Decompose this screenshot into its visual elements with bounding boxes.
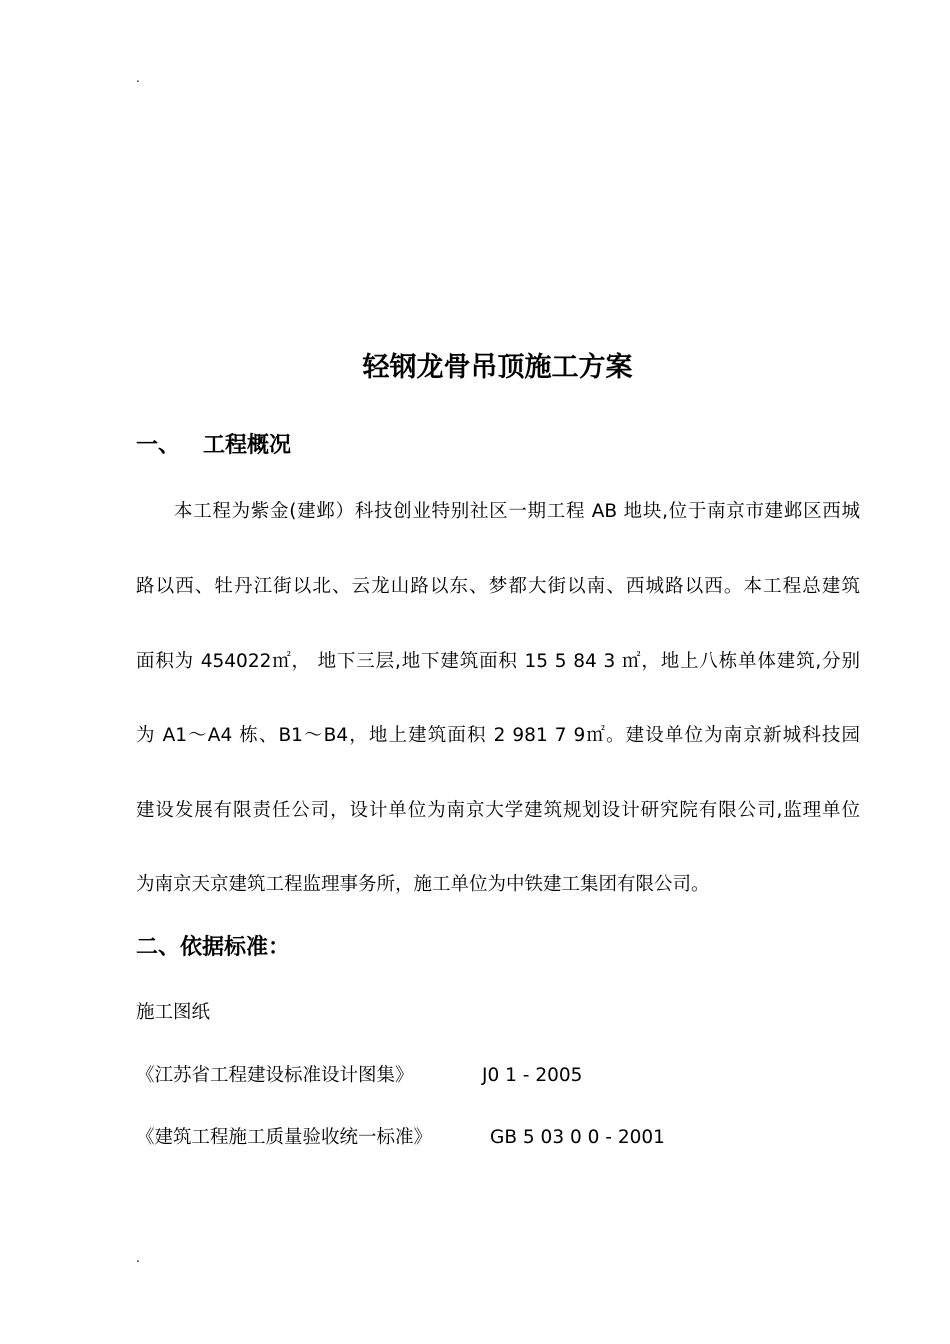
overview-line-1: 本工程为紫金(建邺）科技创业特别社区一期工程 AB 地块,位于南京市建邺区西城: [174, 501, 860, 522]
section-1-number: 一、: [136, 433, 181, 458]
overview-line-2: 路以西、牡丹江街以北、云龙山路以东、梦都大街以南、西城路以西。本工程总建筑: [136, 576, 860, 597]
overview-line-3: 面积为 454022㎡， 地下三层,地下建筑面积 15 5 84 3 ㎡，地上八栋单体建筑,分别: [136, 651, 860, 672]
overview-line-6: 为南京天京建筑工程监理事务所，施工单位为中铁建工集团有限公司。: [136, 874, 710, 895]
standard-code-2: GB 5 03 0 0 - 2001: [490, 1127, 665, 1148]
overview-line-5: 建设发展有限责任公司，设计单位为南京大学建筑规划设计研究院有限公司,监理单位: [136, 800, 860, 821]
footer-mark: .: [136, 1251, 140, 1265]
standard-name-1: 《江苏省工程建设标准设计图集》: [136, 1065, 414, 1086]
section-1-heading: [136, 431, 291, 461]
overview-line-4: 为 A1～A4 栋、B1～B4，地上建筑面积 2 981 7 9㎡。建设单位为南京新城科技园: [136, 725, 860, 746]
header-mark: .: [136, 71, 140, 85]
section-1-title: 工程概况: [203, 433, 292, 458]
section-2-heading: 二、依据标准：: [136, 935, 291, 960]
document-title: 轻钢龙骨吊顶施工方案: [362, 352, 633, 383]
standard-name-2: 《建筑工程施工质量验收统一标准》: [136, 1127, 433, 1148]
basis-item-drawings: 施工图纸: [136, 1002, 211, 1023]
standard-code-1: J0 1 - 2005: [482, 1065, 583, 1086]
